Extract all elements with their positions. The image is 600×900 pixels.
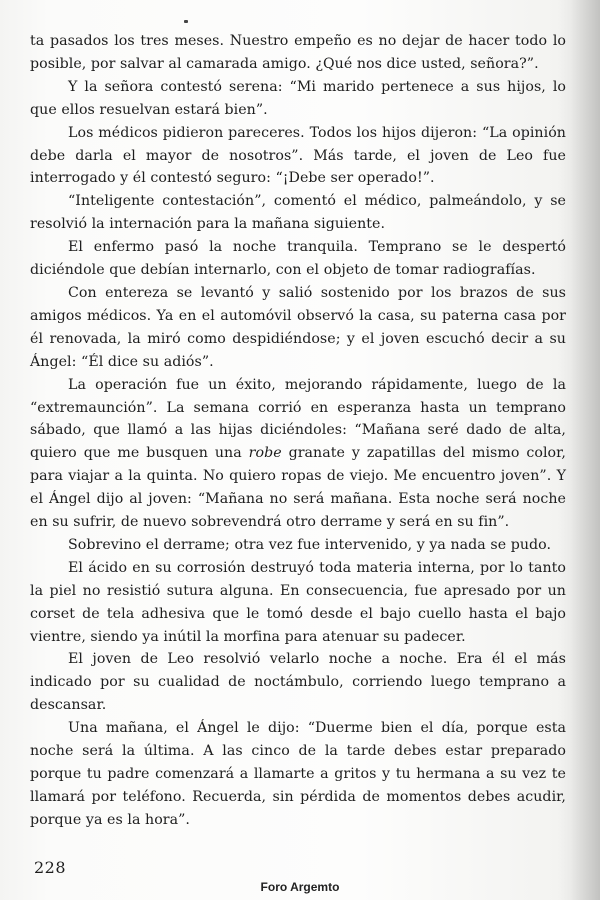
binding-shadow (570, 0, 600, 900)
paragraph: El enfermo pasó la noche tranquila. Temprano se le despertó diciéndole que debían internarlo, con el objeto de tomar radiografías. (30, 239, 566, 279)
paragraph: Con entereza se levantó y salió sostenido por los brazos de sus amigos médicos. Ya en el automóvil observó la casa, su paterna casa por él renovada, la miró como despidiéndose; y el joven escuchó decir a su Ángel: “Él dice su adiós”. (30, 284, 566, 370)
print-speck (184, 20, 188, 23)
paragraph: El joven de Leo resolvió velarlo noche a noche. Era él el más indicado por su cualidad de noctámbulo, corriendo luego temprano a descansar. (30, 651, 566, 714)
paragraph (30, 374, 566, 534)
paragraph: Una mañana, el Ángel le dijo: “Duerme bien el día, porque esta noche será la última. A las cinco de la tarde debes estar preparado porque tu padre comenzará a llamarte a gritos y tu hermana a su vez te llamará por teléfono. Recuerda, sin pérdida de momentos debes acudir, porque ya es la hora”. (30, 720, 566, 828)
paragraph: Y la señora contestó serena: “Mi marido pertenece a sus hijos, lo que ellos resuelvan estará bien”. (30, 78, 566, 118)
watermark: Foro Argemto (260, 880, 340, 894)
paragraph-continued: ta pasados los tres meses. Nuestro empeño es no dejar de hacer todo lo posible, por salvar al camarada amigo. ¿Qué nos dice usted, señora?”. (30, 33, 566, 72)
paragraph-text: La operación fue un éxito, mejorando rápidamente, luego de la “extremaunción”. La semana corrió en esperanza hasta un temprano sábado, que llamó a las hijas diciéndoles: “Mañana seré dado de alta, quiero que me busquen una (30, 376, 566, 462)
paragraph: Sobrevino el derrame; otra vez fue intervenido, y ya nada se pudo. (68, 536, 552, 553)
body-text (30, 30, 566, 832)
paragraph-text: granate y zapatillas del mismo color, para viajar a la quinta. No quiero ropas de viejo. Me encuentro joven”. Y el Ángel dijo al joven: “Mañana no será mañana. Esta noche será noche en su sufrir, de nuevo sobrevendrá otro derrame y será en su fin”. (30, 445, 566, 531)
paragraph: Los médicos pidieron pareceres. Todos los hijos dijeron: “La opinión debe darla el mayor de nosotros”. Más tarde, el joven de Leo fue interrogado y él contestó seguro: “¡Debe ser operado!”. (30, 124, 566, 187)
paragraph: “Inteligente contestación”, comentó el médico, palmeándolo, y se resolvió la internación para la mañana siguiente. (30, 193, 566, 233)
italic-word: robe (248, 445, 282, 462)
page-number: 228 (34, 858, 67, 877)
paragraph: El ácido en su corrosión destruyó toda materia interna, por lo tanto la piel no resistió sutura alguna. En consecuencia, fue apresado por un corset de tela adhesiva que le tomó desde el bajo cuello hasta el bajo vientre, siendo ya inútil la morfina para atenuar su padecer. (30, 559, 566, 645)
